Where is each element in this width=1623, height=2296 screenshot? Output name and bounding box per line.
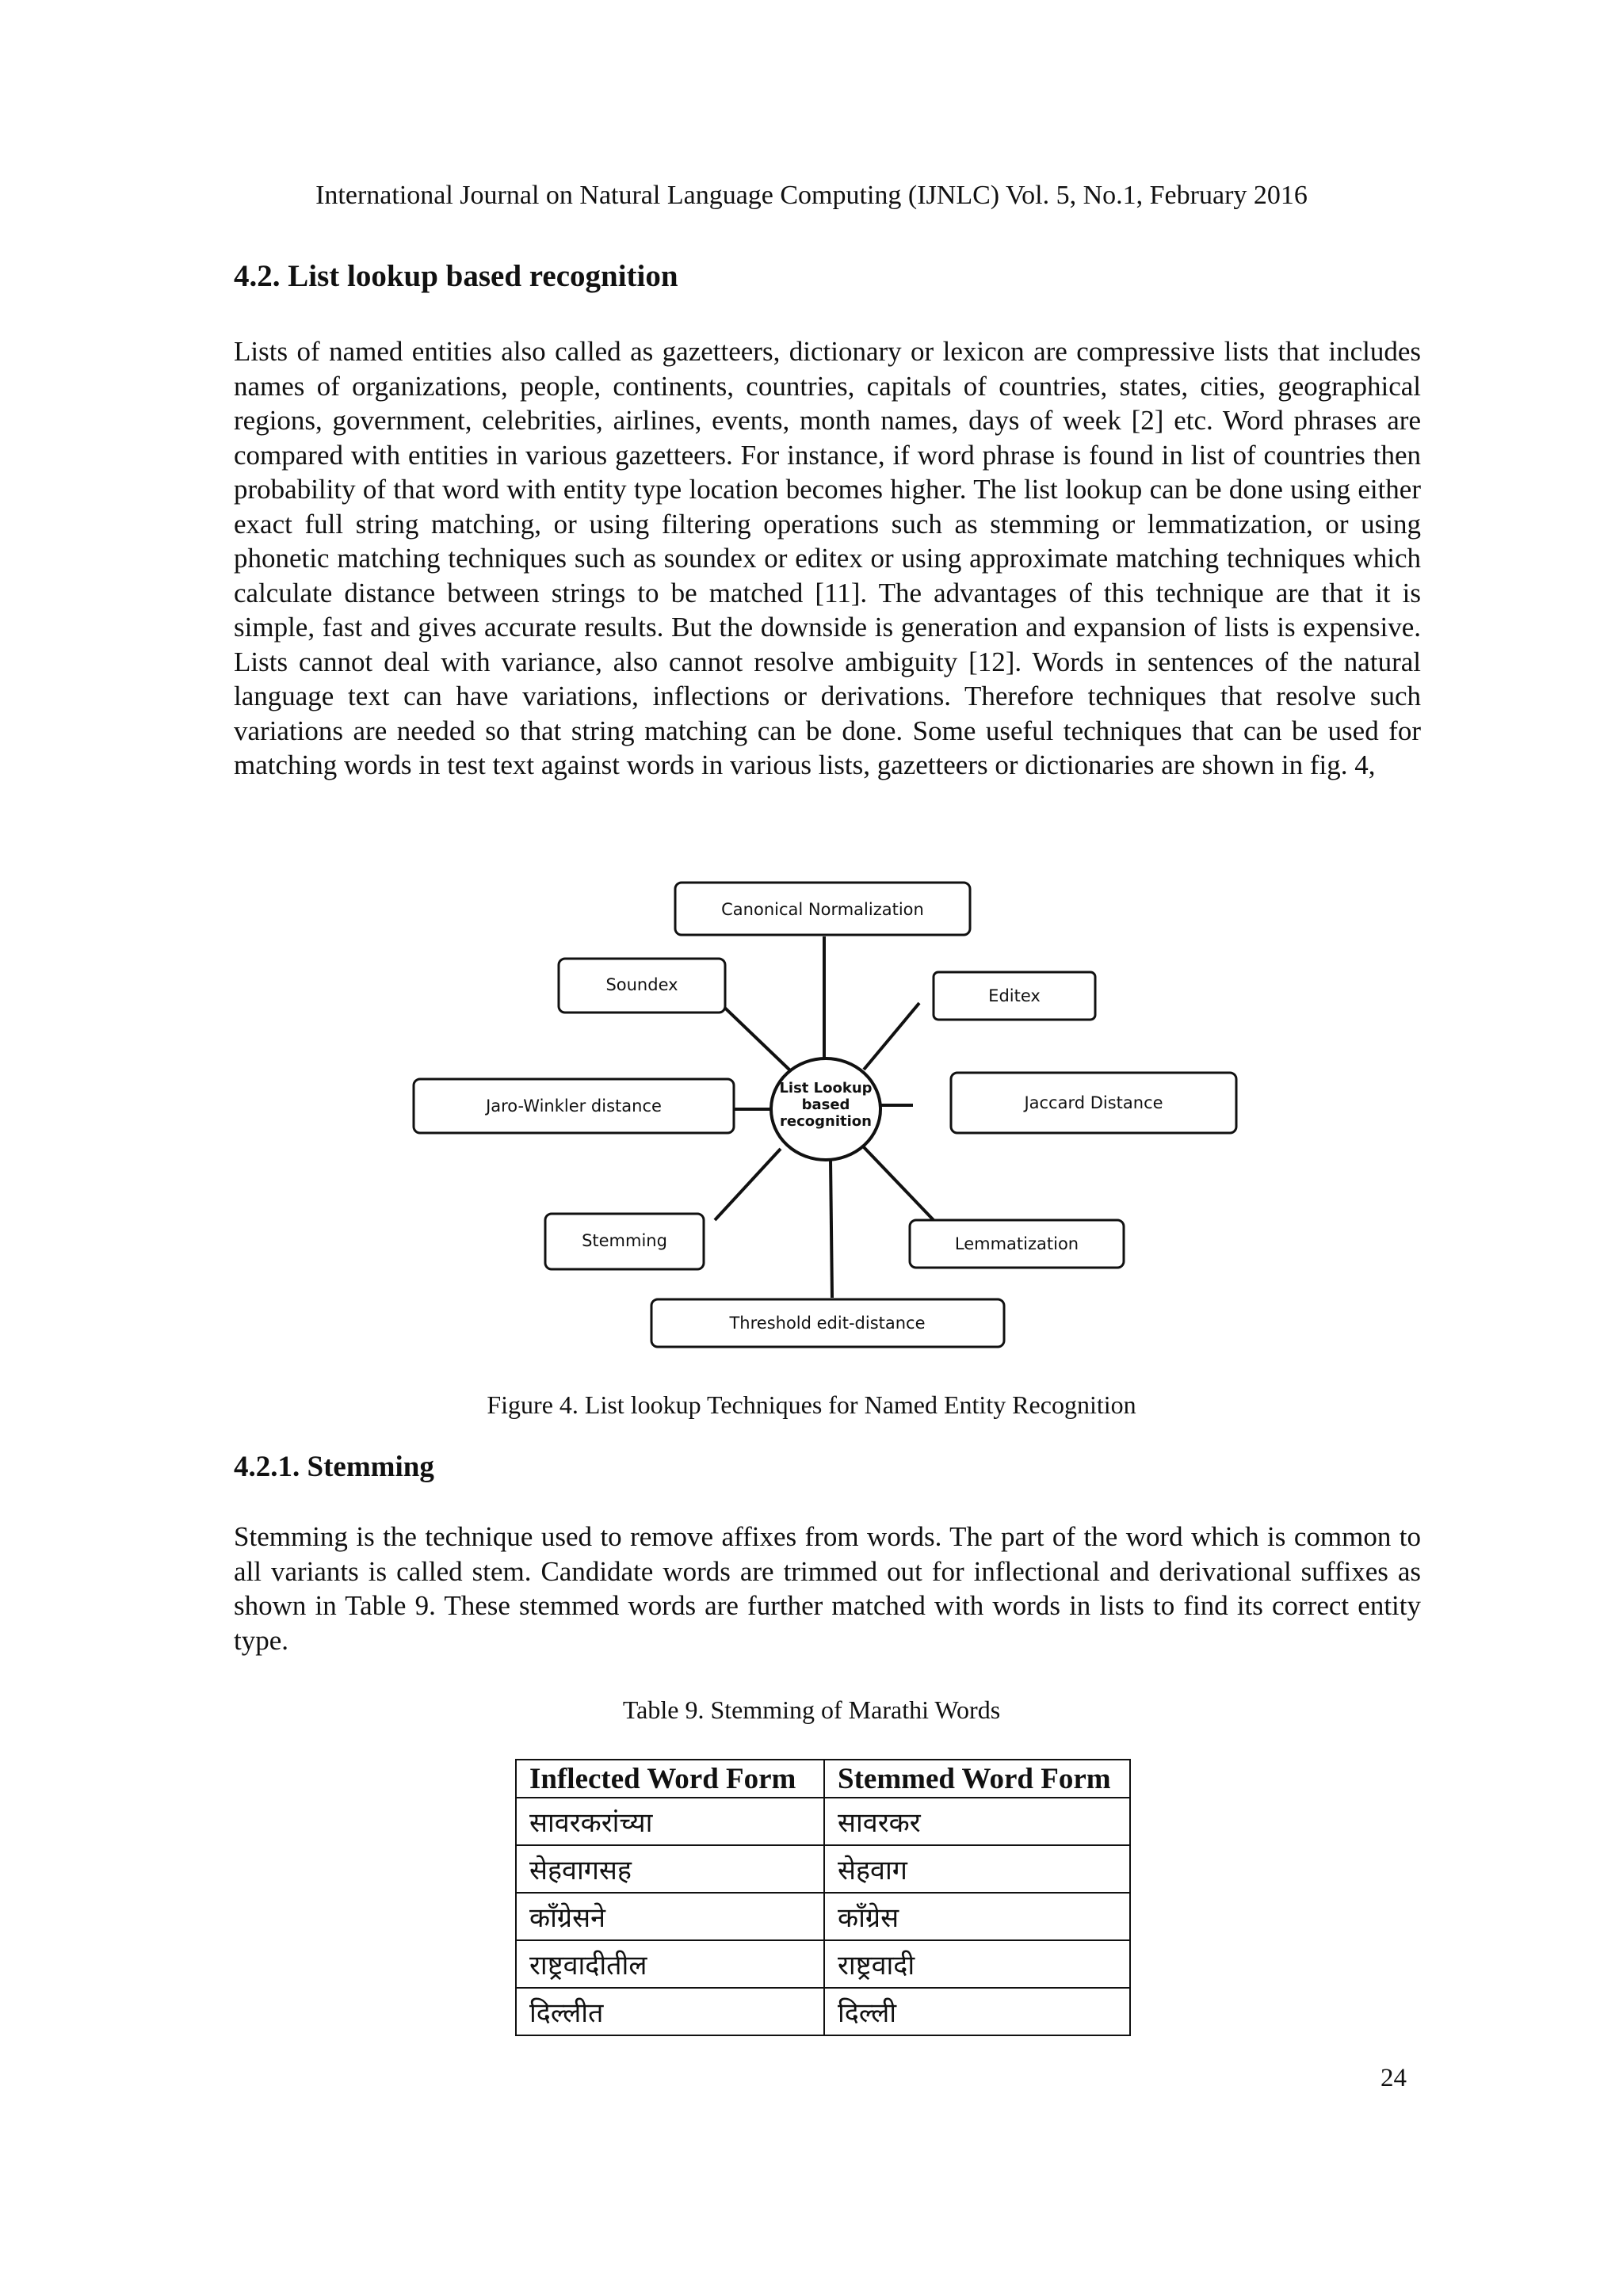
- subsection-paragraph: Stemming is the technique used to remove affixes from words. The part of the word which is common to all variants is called stem. Candidate words are trimmed out for inflectional and derivational suffixes as shown in Table 9. These stemmed words are further matched with words in lists to find its correct entity type.: [234, 1521, 1421, 1656]
- table-row: [516, 1940, 1130, 1988]
- table-cell-inflected: दिल्लीत: [516, 1988, 824, 2035]
- table-cell-stemmed: राष्ट्रवादी: [824, 1940, 1130, 1988]
- node-stemming-label: Stemming: [582, 1231, 667, 1250]
- node-lemmatization-label: Lemmatization: [954, 1234, 1079, 1253]
- table-cell-stemmed: दिल्ली: [824, 1988, 1130, 2035]
- hub-label-line2: based: [801, 1097, 850, 1113]
- table-caption: Table 9. Stemming of Marathi Words: [622, 1695, 1001, 1724]
- connector-editex: [864, 1003, 919, 1070]
- table-row: [516, 1845, 1130, 1893]
- node-threshold-label: Threshold edit-distance: [729, 1314, 926, 1333]
- figure-caption: Figure 4. List lookup Techniques for Named Entity Recognition: [487, 1390, 1136, 1419]
- section-heading: 4.2. List lookup based recognition: [234, 259, 678, 293]
- table-header-stemmed: Stemmed Word Form: [824, 1760, 1130, 1798]
- table-cell-inflected: काँग्रेसने: [516, 1893, 824, 1940]
- node-jaccard-label: Jaccard Distance: [1024, 1093, 1163, 1112]
- stemming-table: [515, 1759, 1131, 2036]
- table-cell-stemmed: सावरकर: [824, 1798, 1130, 1845]
- figure-list-lookup-diagram: [404, 871, 1276, 1363]
- connector-lemmatization: [864, 1147, 934, 1220]
- running-header: International Journal on Natural Language Computing (IJNLC) Vol. 5, No.1, February 2016: [315, 181, 1308, 210]
- table-cell-stemmed: सेहवाग: [824, 1845, 1130, 1893]
- hub-label-line3: recognition: [780, 1113, 872, 1130]
- table-header-row: [516, 1760, 1130, 1798]
- node-soundex-label: Soundex: [605, 975, 678, 994]
- table-row: [516, 1988, 1130, 2035]
- section-paragraph: Lists of named entities also called as gazetteers, dictionary or lexicon are compressive lists that includes names of organizations, people, continents, countries, capitals of countries, states, cities, geographical regions, government, celebrities, airlines, events, month names, days of week [2] etc. Word phrases are compared with entities in various gazetteers. For instance, if word phrase is found in list of countries then probability of that word with entity type location becomes higher. The list lookup can be done using either exact full string matching, or using filtering operations such as stemming or lemmatization, or using phonetic matching techniques such as soundex or editex or using approximate matching techniques which calculate distance between strings to be matched [11]. The advantages of this technique are that it is simple, fast and gives accurate results. But the downside is generation and expansion of lists is expensive. Lists cannot deal with variance, also cannot resolve ambiguity [12]. Words in sentences of the natural language text can have variations, inflections or derivations. Therefore techniques that resolve such variations are needed so that string matching can be done. Some useful techniques that can be used for matching words in test text against words in various lists, gazetteers or dictionaries are shown in fig. 4,: [234, 336, 1421, 780]
- table-cell-inflected: सेहवागसह: [516, 1845, 824, 1893]
- node-jaro-label: Jaro-Winkler distance: [486, 1097, 662, 1116]
- page-number: 24: [1381, 2064, 1407, 2092]
- connector-stemming: [715, 1149, 781, 1220]
- node-canonical-label: Canonical Normalization: [721, 900, 924, 919]
- hub-label-line1: List Lookup: [779, 1080, 873, 1097]
- table-header-inflected: Inflected Word Form: [516, 1760, 824, 1798]
- node-editex-label: Editex: [988, 986, 1041, 1005]
- table-row: [516, 1798, 1130, 1845]
- table-cell-inflected: सावरकरांच्या: [516, 1798, 824, 1845]
- table-cell-inflected: राष्ट्रवादीतील: [516, 1940, 824, 1988]
- table-cell-stemmed: काँग्रेस: [824, 1893, 1130, 1940]
- connector-threshold: [831, 1158, 832, 1298]
- subsection-heading: 4.2.1. Stemming: [234, 1451, 434, 1483]
- table-row: [516, 1893, 1130, 1940]
